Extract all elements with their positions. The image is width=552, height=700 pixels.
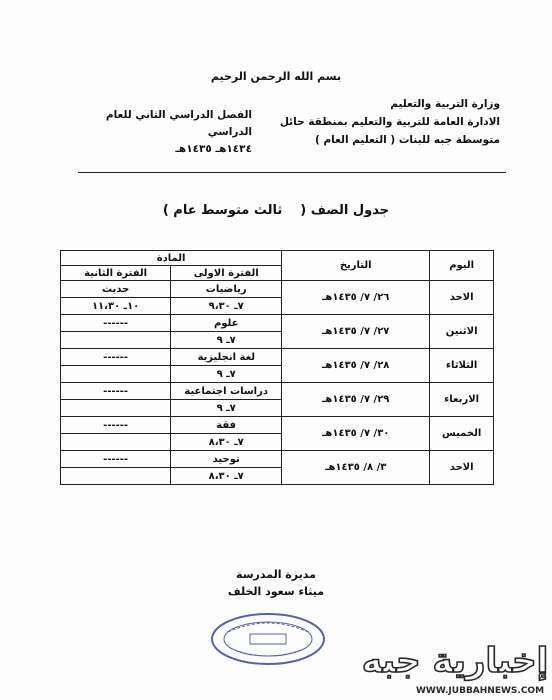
period1-subject: رياضيات bbox=[171, 281, 282, 298]
page-title bbox=[0, 203, 552, 218]
period2-time bbox=[61, 400, 171, 417]
period1-subject: فقة bbox=[171, 417, 282, 434]
signature-role: مديرة المدرسة bbox=[236, 568, 316, 581]
period1-time: ٧ـ ٩ bbox=[171, 400, 282, 417]
period1-time: ٧ـ ٩،٣٠ bbox=[171, 298, 282, 315]
day-cell: الاثنين bbox=[430, 315, 494, 349]
ministry-header bbox=[280, 95, 500, 149]
day-cell: الثلاثاء bbox=[430, 349, 494, 383]
header-divider bbox=[78, 172, 506, 173]
period2-time bbox=[61, 366, 171, 383]
date-cell: ٣٠/ ٧/ ١٤٣٥هـ bbox=[282, 417, 430, 451]
period1-time: ٧ـ ٩ bbox=[171, 332, 282, 349]
title-grade: ثالث متوسط عام ) bbox=[162, 203, 283, 218]
title-prefix: جدول الصف ( bbox=[300, 203, 390, 218]
period1-subject: لغة انجليزية bbox=[171, 349, 282, 366]
table-row bbox=[61, 417, 494, 434]
period1-subject: دراسات اجتماعية bbox=[171, 383, 282, 400]
table-row bbox=[61, 315, 494, 332]
day-cell: الاربعاء bbox=[430, 383, 494, 417]
date-cell: ٢٩/ ٧/ ١٤٣٥هـ bbox=[282, 383, 430, 417]
semester-line: الفصل الدراسي الثاني للعام الدراسي bbox=[105, 109, 252, 138]
period2-time: ١٠ـ ١١،٣٠ bbox=[61, 298, 171, 315]
signature-name: ميثاء سعود الخلف bbox=[227, 585, 325, 598]
table-row bbox=[61, 451, 494, 468]
period1-subject: علوم bbox=[171, 315, 282, 332]
department-line: الادارة العامة للتربية والتعليم بمنطقة حائل bbox=[279, 116, 500, 128]
period2-subject: ------ bbox=[61, 383, 171, 400]
watermark-text: إخبارية جبه bbox=[361, 641, 549, 681]
header-date: التاريخ bbox=[282, 251, 430, 281]
day-cell: الاحد bbox=[430, 281, 494, 315]
header-subject: المادة bbox=[61, 251, 282, 266]
table-row bbox=[61, 281, 494, 298]
period2-subject: حديث bbox=[61, 281, 171, 298]
day-cell: الاحد bbox=[430, 451, 494, 485]
date-cell: ٣/ ٨/ ١٤٣٥هـ bbox=[282, 451, 430, 485]
school-line: متوسطة جبه للبنات ( التعليم العام ) bbox=[314, 134, 500, 146]
table-row bbox=[61, 349, 494, 366]
date-cell: ٢٧/ ٧/ ١٤٣٥هـ bbox=[282, 315, 430, 349]
header-period1: الفترة الاولى bbox=[171, 266, 282, 281]
period2-subject: ------ bbox=[61, 315, 171, 332]
period1-time: ٧ـ ٨،٣٠ bbox=[171, 434, 282, 451]
watermark-url: WWW.JUBBAHNEWS.COM bbox=[415, 686, 545, 696]
day-cell: الخميس bbox=[430, 417, 494, 451]
ministry-line: وزارة التربية والتعليم bbox=[390, 98, 500, 110]
year-line: ١٤٣٤هـ ١٤٣٥هـ bbox=[175, 143, 252, 155]
semester-header bbox=[62, 107, 252, 158]
period1-time: ٧ـ ٩ bbox=[171, 366, 282, 383]
date-cell: ٢٦/ ٧/ ١٤٣٥هـ bbox=[282, 281, 430, 315]
watermark-logo bbox=[360, 630, 550, 700]
period1-subject: توحيد bbox=[171, 451, 282, 468]
header-day: اليوم bbox=[430, 251, 494, 281]
header-period2: الفترة الثانية bbox=[61, 266, 171, 281]
school-stamp bbox=[208, 610, 328, 668]
bismillah: بسم الله الرحمن الرحيم bbox=[210, 70, 342, 83]
period2-time bbox=[61, 332, 171, 349]
period1-time: ٧ـ ٨،٣٠ bbox=[171, 468, 282, 485]
exam-schedule-table bbox=[60, 250, 494, 485]
table-row bbox=[61, 383, 494, 400]
period2-subject: ------ bbox=[61, 417, 171, 434]
period2-subject: ------ bbox=[61, 451, 171, 468]
period2-time bbox=[61, 434, 171, 451]
date-cell: ٢٨/ ٧/ ١٤٣٥هـ bbox=[282, 349, 430, 383]
period2-subject: ------ bbox=[61, 349, 171, 366]
period2-time bbox=[61, 468, 171, 485]
